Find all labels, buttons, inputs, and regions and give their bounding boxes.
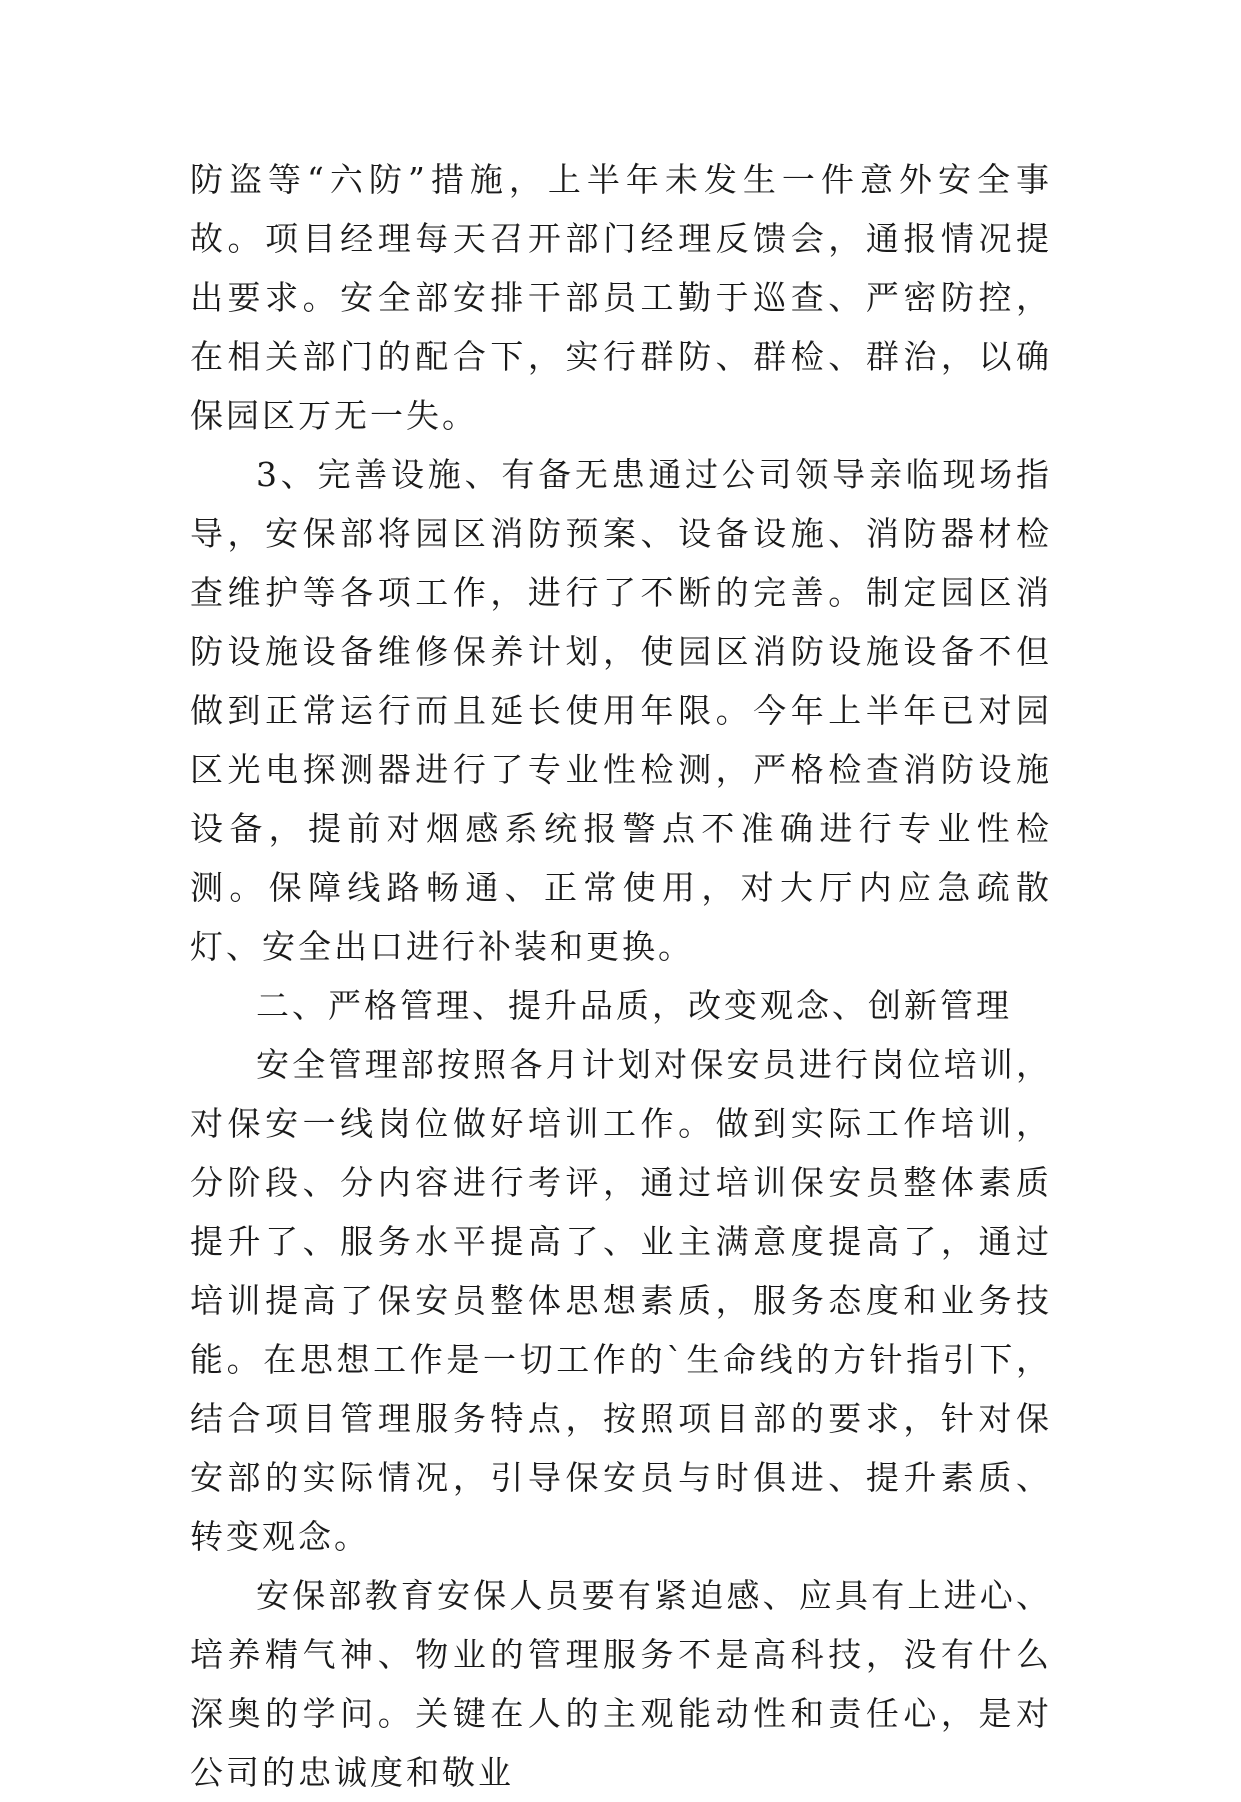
paragraph-facilities: 3、完善设施、有备无患通过公司领导亲临现场指导，安保部将园区消防预案、设备设施、消防器材检查维护等各项工作，进行了不断的完善。制定园区消防设施设备维修保养计划，使园区消防设施设备不但做到正常运行而且延长使用年限。今年上半年已对园区光电探测器进行了专业性检测，严格检查消防设施设备，提前对烟感系统报警点不准确进行专业性检测。保障线路畅通、正常使用，对大厅内应急疏散灯、安全出口进行补装和更换。 <box>190 455 1052 966</box>
paragraph-training: 安全管理部按照各月计划对保安员进行岗位培训，对保安一线岗位做好培训工作。做到实际工作培训，分阶段、分内容进行考评，通过培训保安员整体素质提升了、服务水平提高了、业主满意度提高了，通过培训提高了保安员整体思想素质，服务态度和业务技能。在思想工作是一切工作的`生命线的方针指引下，结合项目管理服务特点，按照项目部的要求，针对保安部的实际情况，引导保安员与时俱进、提升素质、转变观念。 <box>190 1045 1052 1556</box>
paragraph-education: 安保部教育安保人员要有紧迫感、应具有上进心、培养精气神、物业的管理服务不是高科技，没有什么深奥的学问。关键在人的主观能动性和责任心，是对公司的忠诚度和敬业 <box>190 1576 1052 1792</box>
paragraph-six-defenses: 防盗等“六防”措施，上半年未发生一件意外安全事故。项目经理每天召开部门经理反馈会，通报情况提出要求。安全部安排干部员工勤于巡查、严密防控，在相关部门的配合下，实行群防、群检、群治，以确保园区万无一失。 <box>190 160 1052 435</box>
document-body <box>190 150 1052 1802</box>
section-heading-management: 二、严格管理、提升品质，改变观念、创新管理 <box>256 986 1012 1025</box>
